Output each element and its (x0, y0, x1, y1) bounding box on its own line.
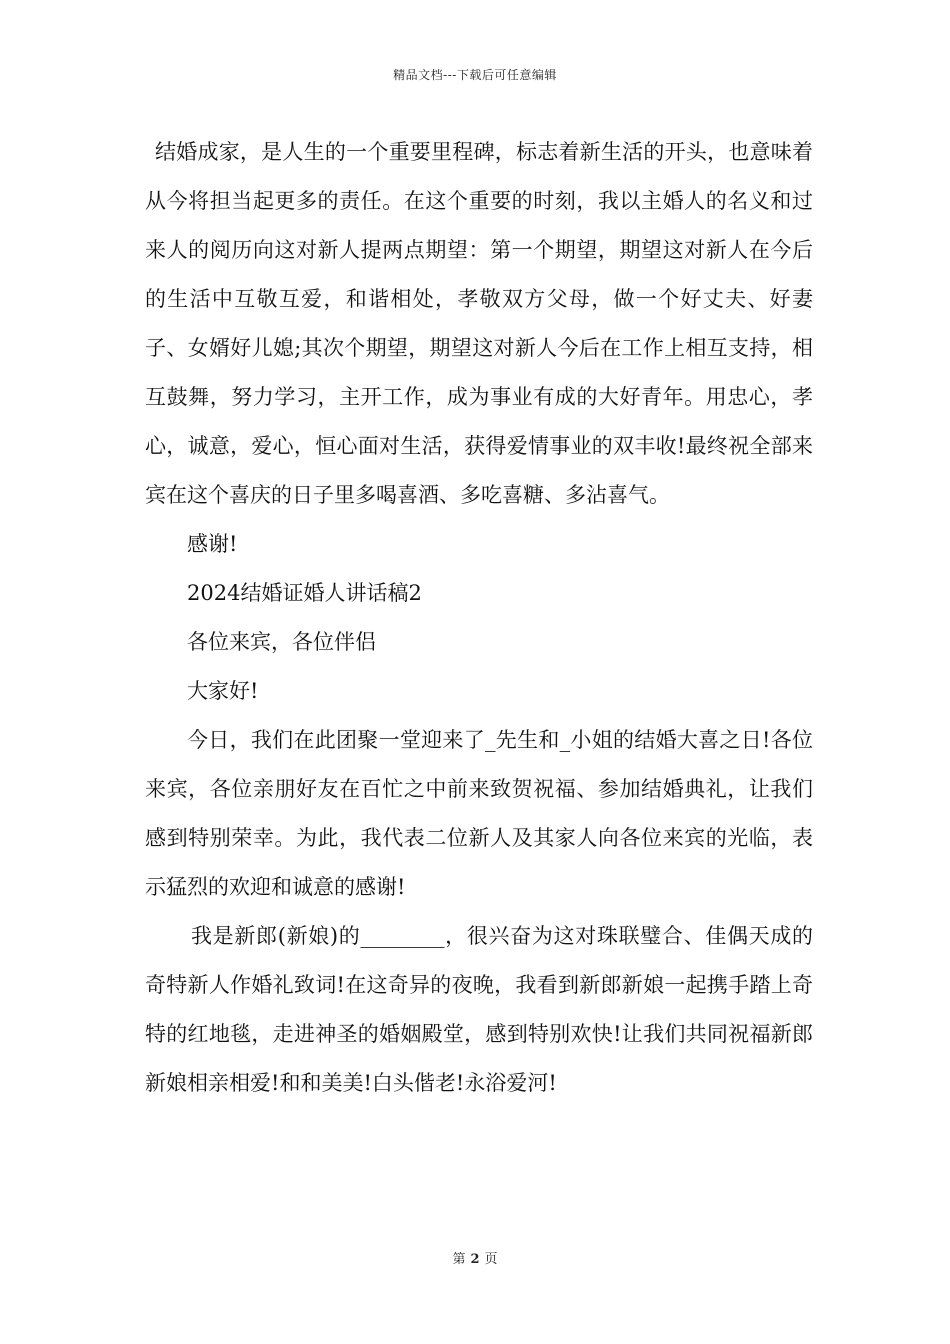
paragraph-welcome: 今日，我们在此团聚一堂迎来了_先生和_小姐的结婚大喜之日!各位来宾，各位亲朋好友在百忙之中前来致贺祝福、参加结婚典礼，让我们感到特别荣幸。为此，我代表二位新人及其家人向各位来宾的光临，表示猛烈的欢迎和诚意的感谢! (145, 728, 813, 899)
page-suffix: 页 (484, 1252, 498, 1267)
page-prefix: 第 (452, 1252, 466, 1267)
paragraph-thanks: 感谢! (187, 532, 238, 556)
paragraph-greeting-guests: 各位来宾，各位伴侣 (187, 630, 376, 654)
section-title: 2024结婚证婚人讲话稿2 (187, 581, 422, 605)
page-footer (0, 1248, 950, 1267)
document-body (145, 128, 813, 1108)
paragraph-wedding-speech-1: 结婚成家，是人生的一个重要里程碑，标志着新生活的开头，也意味着从今将担当起更多的责任。在这个重要的时刻，我以主婚人的名义和过来人的阅历向这对新人提两点期望：第一个期望，期望这对新人在今后的生活中互敬互爱，和谐相处，孝敬双方父母，做一个好丈夫、好妻子、女婿好儿媳;其次个期望，期望这对新人今后在工作上相互支持，相互鼓舞，努力学习，主开工作，成为事业有成的大好青年。用忠心，孝心，诚意，爱心，恒心面对生活，获得爱情事业的双丰收!最终祝全部来宾在这个喜庆的日子里多喝喜酒、多吃喜糖、多沾喜气。 (145, 140, 813, 507)
paragraph-toast: 我是新郎(新娘)的________，很兴奋为这对珠联璧合、佳偶天成的奇特新人作婚礼致词!在这奇异的夜晚，我看到新郎新娘一起携手踏上奇特的红地毯，走进神圣的婚姻殿堂，感到特别欢快!让我们共同祝福新郎新娘相亲相爱!和和美美!白头偕老!永浴爱河! (145, 924, 813, 1095)
paragraph-hello: 大家好! (187, 679, 259, 703)
page-number: 2 (470, 1252, 480, 1267)
page-header: 精品文档---下载后可任意编辑 (393, 68, 557, 82)
